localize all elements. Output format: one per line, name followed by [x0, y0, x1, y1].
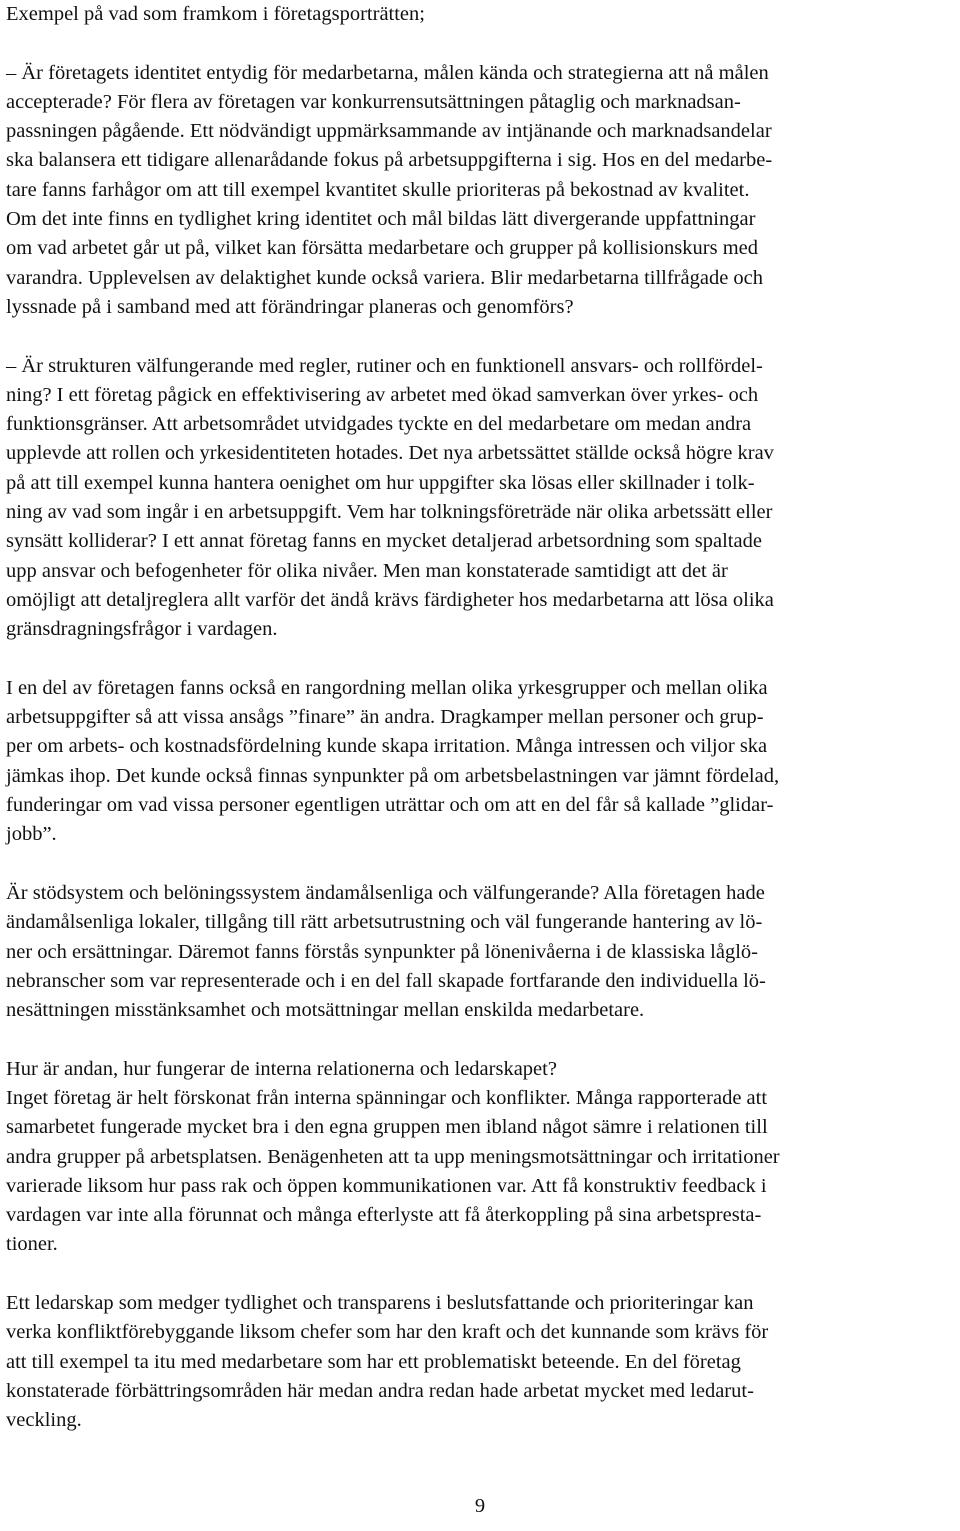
text-line: verka konfliktförebyggande liksom chefer som har den kraft och det kunnande som krävs för — [6, 1321, 769, 1344]
text-line: – Är företagets identitet entydig för medarbetarna, målen kända och strategierna att nå målen — [6, 61, 769, 84]
text-line: omöjligt att detaljreglera allt varför det ändå krävs färdigheter hos medarbetarna att lösa olika — [6, 588, 774, 611]
text-line: varandra. Upplevelsen av delaktighet kunde också variera. Blir medarbetarna tillfrågade och — [6, 266, 764, 289]
text-line: att till exempel ta itu med medarbetare som har ett problematiskt beteende. En del företag — [6, 1350, 741, 1373]
text-line: ska balansera ett tidigare allenarådande fokus på arbetsuppgifterna i sig. Hos en del medarbe- — [6, 149, 773, 172]
text-line: ner och ersättningar. Däremot fanns förstås synpunkter på lönenivåerna i de klassiska låglö- — [6, 940, 759, 963]
paragraph-support-systems — [6, 879, 958, 1025]
text-line: tare fanns farhågor om att till exempel kvantitet skulle prioriteras på bekostnad av kvalitet. — [6, 178, 750, 201]
paragraph-identity — [6, 59, 958, 323]
text-line: lyssnade på i samband med att förändringar planeras och genomförs? — [6, 295, 574, 318]
paragraph-gap — [6, 1260, 958, 1289]
paragraph-gap — [6, 1025, 958, 1054]
text-line: Exempel på vad som framkom i företagsporträtten; — [6, 3, 425, 25]
text-line: Om det inte finns en tydlighet kring identitet och mål bildas lätt divergerande uppfattningar — [6, 208, 756, 231]
text-line: I en del av företagen fanns också en rangordning mellan olika yrkesgrupper och mellan olika — [6, 676, 768, 699]
text-line: nesättningen misstänksamhet och motsättningar mellan enskilda medarbetare. — [6, 999, 645, 1022]
text-line: veckling. — [6, 1409, 82, 1432]
text-line: funderingar om vad vissa personer egentligen uträttar och om att en del får så kallade ”glidar- — [6, 794, 774, 817]
text-line: nebranscher som var representerade och i en del fall skapade fortfarande den individuella lö- — [6, 969, 766, 992]
text-line: ning av vad som ingår i en arbetsuppgift. Vem har tolkningsföreträde när olika arbetssätt eller — [6, 501, 773, 524]
text-line: upp ansvar och befogenheter för olika nivåer. Men man konstaterade samtidigt att det är — [6, 559, 728, 582]
text-line: Inget företag är helt förskonat från interna spänningar och konflikter. Många rapporterade att — [6, 1086, 768, 1109]
text-line: andra grupper på arbetsplatsen. Benägenheten att ta upp meningsmotsättningar och irritationer — [6, 1145, 780, 1168]
text-line: ändamålsenliga lokaler, tillgång till rätt arbetsutrustning och väl fungerande hantering av lö- — [6, 911, 763, 934]
paragraph-ranking — [6, 674, 958, 850]
text-line: tioner. — [6, 1233, 58, 1256]
document-page — [6, 0, 958, 1436]
text-line: vardagen var inte alla förunnat och många efterlyste att få återkoppling på sina arbetspresta- — [6, 1204, 762, 1227]
text-line: upplevde att rollen och yrkesidentiteten hotades. Det nya arbetssättet ställde också högre krav — [6, 442, 774, 465]
paragraph-gap — [6, 850, 958, 879]
text-line: Hur är andan, hur fungerar de interna relationerna och ledarskapet? — [6, 1057, 557, 1080]
text-line: accepterade? För flera av företagen var konkurrensutsättningen påtaglig och marknadsan- — [6, 90, 741, 113]
text-line: – Är strukturen välfungerande med regler, rutiner och en funktionell ansvars- och rollfördel- — [6, 354, 763, 377]
text-line: passningen pågående. Ett nödvändigt uppmärksammande av intjänande och marknadsandelar — [6, 120, 772, 143]
text-line: Ett ledarskap som medger tydlighet och transparens i beslutsfattande och prioriteringar kan — [6, 1292, 754, 1315]
paragraph-relations — [6, 1055, 958, 1260]
intro-line — [6, 0, 958, 29]
text-line: om vad arbetet går ut på, vilket kan försätta medarbetare och grupper på kollisionskurs med — [6, 237, 758, 260]
paragraph-gap — [6, 29, 958, 58]
paragraph-leadership — [6, 1289, 958, 1435]
text-line: på att till exempel kunna hantera oenighet om hur uppgifter ska lösas eller skillnader i tolk- — [6, 471, 755, 494]
text-line: arbetsuppgifter så att vissa ansågs ”finare” än andra. Dragkamper mellan personer och grup- — [6, 706, 764, 729]
paragraph-gap — [6, 322, 958, 351]
text-line: varierade liksom hur pass rak och öppen kommunikationen var. Att få konstruktiv feedback i — [6, 1174, 767, 1197]
paragraph-gap — [6, 645, 958, 674]
text-line: samarbetet fungerade mycket bra i den egna gruppen men ibland något sämre i relationen till — [6, 1116, 768, 1139]
text-line: Är stödsystem och belöningssystem ändamålsenliga och välfungerande? Alla företagen hade — [6, 881, 765, 904]
text-line: gränsdragningsfrågor i vardagen. — [6, 618, 278, 641]
text-line: jobb”. — [6, 823, 57, 846]
paragraph-structure — [6, 352, 958, 645]
text-line: synsätt kolliderar? I ett annat företag fanns en mycket detaljerad arbetsordning som spaltade — [6, 530, 762, 553]
text-line: konstaterade förbättringsområden här medan andra redan hade arbetat mycket med ledarut- — [6, 1379, 754, 1402]
text-line: jämkas ihop. Det kunde också finnas synpunkter på om arbetsbelastningen var jämnt fördelad, — [6, 764, 780, 787]
text-line: ning? I ett företag pågick en effektivisering av arbetet med ökad samverkan över yrkes- och — [6, 383, 759, 406]
text-line: per om arbets- och kostnadsfördelning kunde skapa irritation. Många intressen och viljor ska — [6, 735, 768, 758]
text-line: funktionsgränser. Att arbetsområdet utvidgades tyckte en del medarbetare om medan andra — [6, 413, 752, 436]
page-number: 9 — [474, 1495, 486, 1517]
